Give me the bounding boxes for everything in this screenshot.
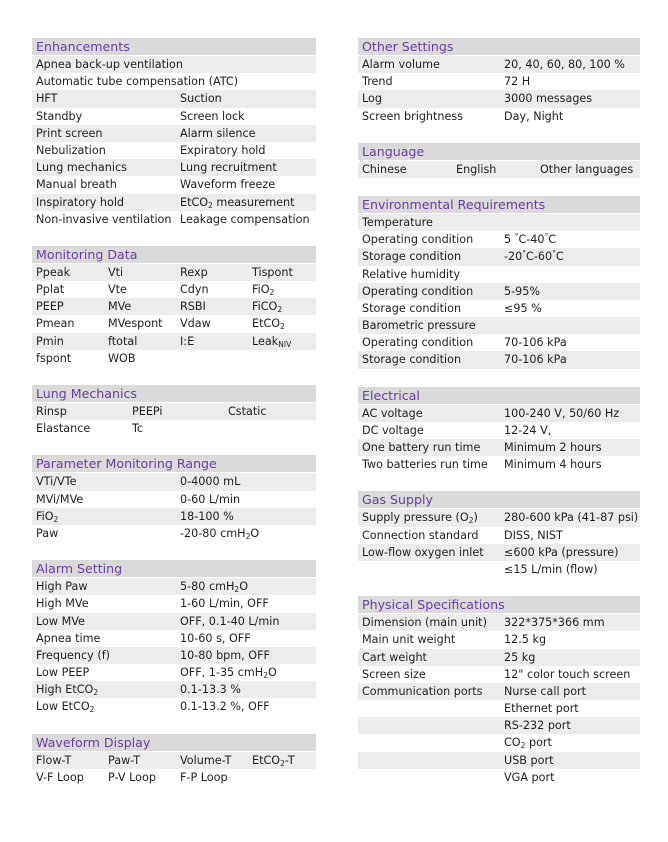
spec-value: Waveform freeze xyxy=(180,178,276,192)
spec-value: 70-106 kPa xyxy=(504,353,567,367)
spec-row xyxy=(358,683,640,700)
spec-row xyxy=(358,439,640,456)
spec-label: Connection standard xyxy=(362,528,479,542)
spec-row xyxy=(358,214,640,231)
spec-value: -20-80 cmH$_2$O xyxy=(180,526,260,541)
spec-value: Leak$_{NIV}$ xyxy=(252,334,292,349)
spec-row xyxy=(32,578,316,595)
section-waveform-display xyxy=(32,734,316,786)
spec-value: 0.1-13.3 % xyxy=(180,683,241,697)
spec-label: VTi/VTe xyxy=(36,475,77,489)
spec-row xyxy=(358,700,640,717)
spec-row xyxy=(358,266,640,283)
spec-row xyxy=(32,159,316,176)
spec-label: HFT xyxy=(36,92,58,106)
section-language xyxy=(358,143,640,178)
spec-row xyxy=(358,231,640,248)
spec-label: Standby xyxy=(36,109,83,123)
spec-value: Tispont xyxy=(252,265,293,279)
spec-label: Alarm volume xyxy=(362,58,440,71)
spec-value: Other languages xyxy=(540,162,634,176)
spec-label: Rinsp xyxy=(36,405,67,418)
section-environmental-requirements xyxy=(358,196,640,369)
spec-label: Flow-T xyxy=(36,753,72,767)
spec-label: High Paw xyxy=(36,580,88,594)
spec-row xyxy=(358,161,640,178)
spec-row xyxy=(32,752,316,769)
spec-row xyxy=(358,561,640,578)
spec-label: Dimension (main unit) xyxy=(362,616,487,630)
spec-value: MVespont xyxy=(108,317,163,331)
right-column xyxy=(358,38,640,804)
spec-label: Main unit weight xyxy=(362,633,456,647)
spec-label: Chinese xyxy=(362,162,407,176)
spec-value: Vti xyxy=(108,265,124,279)
spec-row xyxy=(32,491,316,508)
spec-value: FiCO$_2$ xyxy=(252,300,283,315)
spec-label: Pmin xyxy=(36,334,64,348)
section-lung-mechanics xyxy=(32,385,316,437)
spec-label: Storage condition xyxy=(362,301,462,315)
spec-value: MVe xyxy=(108,300,132,314)
spec-value: Vdaw xyxy=(180,317,211,331)
spec-row xyxy=(32,176,316,193)
spec-value: Suction xyxy=(180,92,222,106)
section-header: Electrical xyxy=(358,387,640,404)
spec-label: Print screen xyxy=(36,126,103,140)
spec-row xyxy=(358,283,640,300)
spec-row xyxy=(358,649,640,666)
spec-row xyxy=(32,613,316,630)
spec-value: USB port xyxy=(504,753,554,767)
spec-value: Nurse call port xyxy=(504,684,587,698)
spec-value: RS-232 port xyxy=(504,719,571,733)
spec-label: AC voltage xyxy=(362,406,423,420)
spec-label: Storage condition xyxy=(362,250,462,264)
spec-label: Apnea back-up ventilation xyxy=(36,58,183,71)
spec-row xyxy=(32,664,316,681)
spec-row xyxy=(358,509,640,526)
spec-value: 10-60 s, OFF xyxy=(180,631,251,645)
spec-label: Operating condition xyxy=(362,233,474,247)
spec-value: DISS, NIST xyxy=(504,528,563,542)
spec-value: Cstatic xyxy=(228,405,267,418)
spec-value: PEEPi xyxy=(132,405,163,418)
spec-value: Volume-T xyxy=(180,753,232,767)
spec-value: Expiratory hold xyxy=(180,143,266,157)
spec-value: 100-240 V, 50/60 Hz xyxy=(504,406,620,420)
section-parameter-monitoring-range xyxy=(32,455,316,542)
spec-row xyxy=(32,508,316,525)
spec-row xyxy=(358,90,640,107)
spec-label: Communication ports xyxy=(362,684,483,698)
spec-row xyxy=(32,525,316,542)
spec-value: EtCO$_2$ measurement xyxy=(180,195,295,210)
spec-row xyxy=(32,211,316,228)
spec-value: -20°C-60°C xyxy=(504,249,564,264)
spec-row xyxy=(32,350,316,367)
spec-row xyxy=(32,194,316,211)
spec-value: FiO$_2$ xyxy=(252,283,275,298)
spec-label: Low-flow oxygen inlet xyxy=(362,545,484,559)
spec-row xyxy=(358,456,640,473)
section-header: Environmental Requirements xyxy=(358,196,640,213)
section-header: Alarm Setting xyxy=(32,560,316,577)
section-header: Language xyxy=(358,143,640,160)
section-header: Monitoring Data xyxy=(32,246,316,263)
spec-label: Pmean xyxy=(36,317,75,331)
spec-row xyxy=(358,614,640,631)
spec-label: Apnea time xyxy=(36,631,101,645)
spec-row xyxy=(358,527,640,544)
spec-row xyxy=(32,56,316,73)
section-physical-specifications xyxy=(358,596,640,786)
spec-label: Storage condition xyxy=(362,353,462,367)
spec-value: I:E xyxy=(180,334,195,348)
spec-row xyxy=(358,717,640,734)
spec-row xyxy=(358,769,640,786)
spec-value: OFF, 1-35 cmH$_2$O xyxy=(180,666,277,681)
spec-label: FiO$_2$ xyxy=(36,509,59,524)
spec-label: High MVe xyxy=(36,597,89,611)
section-header: Enhancements xyxy=(32,38,316,55)
spec-label: fspont xyxy=(36,351,72,365)
spec-row xyxy=(358,317,640,334)
spec-row xyxy=(32,595,316,612)
spec-value: Cdyn xyxy=(180,283,209,297)
spec-label: Two batteries run time xyxy=(362,458,488,472)
spec-label: Screen brightness xyxy=(362,109,464,123)
spec-value: 25 kg xyxy=(504,650,536,664)
spec-value: $CO_2$ port xyxy=(504,736,552,751)
spec-label: Relative humidity xyxy=(362,267,461,281)
section-header: Other Settings xyxy=(358,38,640,55)
spec-row xyxy=(358,108,640,125)
spec-value: OFF, 0.1-40 L/min xyxy=(180,614,280,628)
spec-value: 0-60 L/min xyxy=(180,492,241,506)
spec-row xyxy=(358,56,640,73)
spec-value: English xyxy=(456,162,497,176)
spec-label: Temperature xyxy=(362,215,433,229)
spec-value: Rexp xyxy=(180,265,208,279)
spec-value: 18-100 % xyxy=(180,509,234,523)
spec-label: Elastance xyxy=(36,422,91,436)
spec-row xyxy=(32,647,316,664)
spec-value: 5-80 cmH$_2$O xyxy=(180,580,249,595)
spec-value: Tc xyxy=(132,422,144,436)
spec-row xyxy=(32,108,316,125)
spec-row xyxy=(32,298,316,315)
spec-row xyxy=(32,333,316,350)
spec-label: Supply pressure $(O_2)$ xyxy=(362,511,478,526)
spec-row xyxy=(358,73,640,90)
spec-row xyxy=(32,473,316,490)
spec-value: 0-4000 mL xyxy=(180,475,241,489)
spec-row xyxy=(32,73,316,90)
spec-row xyxy=(32,281,316,298)
spec-label: PEEP xyxy=(36,300,64,314)
section-header: Waveform Display xyxy=(32,734,316,751)
spec-value: Paw-T xyxy=(108,753,141,767)
spec-value: P-V Loop xyxy=(108,770,156,784)
spec-label: Paw xyxy=(36,526,59,540)
spec-value: 12.5 kg xyxy=(504,633,547,647)
spec-row xyxy=(32,315,316,332)
spec-row xyxy=(358,422,640,439)
spec-row xyxy=(32,403,316,420)
spec-value: 5-95% xyxy=(504,284,541,298)
section-electrical xyxy=(358,387,640,474)
section-other-settings xyxy=(358,38,640,125)
spec-label: Screen size xyxy=(362,667,426,681)
spec-label: Operating condition xyxy=(362,336,474,350)
spec-value: WOB xyxy=(108,351,136,365)
spec-label: Ppeak xyxy=(36,265,71,279)
spec-label: Cart weight xyxy=(362,650,427,664)
spec-row xyxy=(32,630,316,647)
spec-value: Screen lock xyxy=(180,109,245,123)
section-gas-supply xyxy=(358,491,640,578)
spec-row xyxy=(32,264,316,281)
spec-value: Alarm silence xyxy=(180,126,256,140)
spec-label: Operating condition xyxy=(362,284,474,298)
spec-label: Non-invasive ventilation xyxy=(36,212,172,226)
spec-label: Automatic tube compensation (ATC) xyxy=(36,75,239,89)
spec-row xyxy=(358,666,640,683)
spec-value: Leakage compensation xyxy=(180,212,310,226)
spec-value: 0.1-13.2 %, OFF xyxy=(180,700,270,714)
spec-value: ≤600 kPa (pressure) xyxy=(504,545,619,559)
spec-label: MVi/MVe xyxy=(36,492,84,506)
spec-label: Low MVe xyxy=(36,614,85,628)
spec-row xyxy=(32,90,316,107)
spec-row xyxy=(358,351,640,368)
spec-value: Day, Night xyxy=(504,109,564,123)
spec-row xyxy=(358,248,640,265)
spec-value: 1-60 L/min, OFF xyxy=(180,597,269,611)
spec-value: 72 H xyxy=(504,75,531,89)
section-header: Gas Supply xyxy=(358,491,640,508)
spec-value: 5 °C-40°C xyxy=(504,232,557,247)
spec-label: Low PEEP xyxy=(36,666,90,680)
spec-label: Trend xyxy=(362,75,393,89)
spec-row xyxy=(32,125,316,142)
spec-row xyxy=(358,631,640,648)
spec-label: V-F Loop xyxy=(36,770,84,784)
spec-label: Lung mechanics xyxy=(36,161,127,175)
spec-label: Low EtCO$_2$ xyxy=(36,700,95,715)
spec-value: Lung recruitment xyxy=(180,161,277,175)
spec-value: Minimum 4 hours xyxy=(504,458,602,472)
section-header: Physical Specifications xyxy=(358,596,640,613)
spec-label: Log xyxy=(362,92,382,106)
spec-row xyxy=(32,698,316,715)
spec-value: Minimum 2 hours xyxy=(504,441,602,454)
spec-value: RSBI xyxy=(180,300,206,314)
spec-value: 12-24 V, xyxy=(504,423,552,437)
spec-label: Barometric pressure xyxy=(362,319,476,333)
spec-value: 70-106 kPa xyxy=(504,336,567,350)
spec-value: 3000 messages xyxy=(504,92,593,106)
spec-label: High EtCO$_2$ xyxy=(36,683,99,698)
section-enhancements xyxy=(32,38,316,228)
spec-label: Manual breath xyxy=(36,178,117,192)
spec-value: 322*375*366 mm xyxy=(504,616,605,630)
spec-value: F-P Loop xyxy=(180,770,228,784)
spec-value: EtCO$_2$-T xyxy=(252,753,295,768)
section-header: Lung Mechanics xyxy=(32,385,316,402)
spec-row xyxy=(32,142,316,159)
spec-label: Inspiratory hold xyxy=(36,195,125,209)
section-monitoring-data xyxy=(32,246,316,367)
spec-value: 280-600 kPa (41-87 psi) xyxy=(504,511,639,525)
spec-value: 10-80 bpm, OFF xyxy=(180,648,270,662)
spec-row xyxy=(358,752,640,769)
spec-row xyxy=(32,681,316,698)
spec-value: ftotal xyxy=(108,334,138,348)
spec-row xyxy=(358,544,640,561)
spec-row xyxy=(32,420,316,437)
spec-value: 12" color touch screen xyxy=(504,667,631,681)
spec-value: 20, 40, 60, 80, 100 % xyxy=(504,58,625,71)
spec-value: EtCO$_2$ xyxy=(252,317,285,332)
spec-row xyxy=(358,405,640,422)
spec-label: One battery run time xyxy=(362,441,481,454)
spec-label: Nebulization xyxy=(36,143,106,157)
spec-value: VGA port xyxy=(504,770,555,784)
spec-label: Pplat xyxy=(36,283,65,297)
spec-label: Frequency (f) xyxy=(36,648,111,662)
section-alarm-setting xyxy=(32,560,316,716)
left-column xyxy=(32,38,316,804)
spec-value: Vte xyxy=(108,283,127,297)
spec-row xyxy=(32,769,316,786)
spec-value: ≤95 % xyxy=(504,301,542,315)
spec-row xyxy=(358,334,640,351)
spec-value: Ethernet port xyxy=(504,702,579,716)
spec-row xyxy=(358,734,640,751)
spec-label: DC voltage xyxy=(362,423,424,437)
spec-row xyxy=(358,300,640,317)
section-header: Parameter Monitoring Range xyxy=(32,455,316,472)
spec-value: ≤15 L/min (flow) xyxy=(504,562,598,576)
